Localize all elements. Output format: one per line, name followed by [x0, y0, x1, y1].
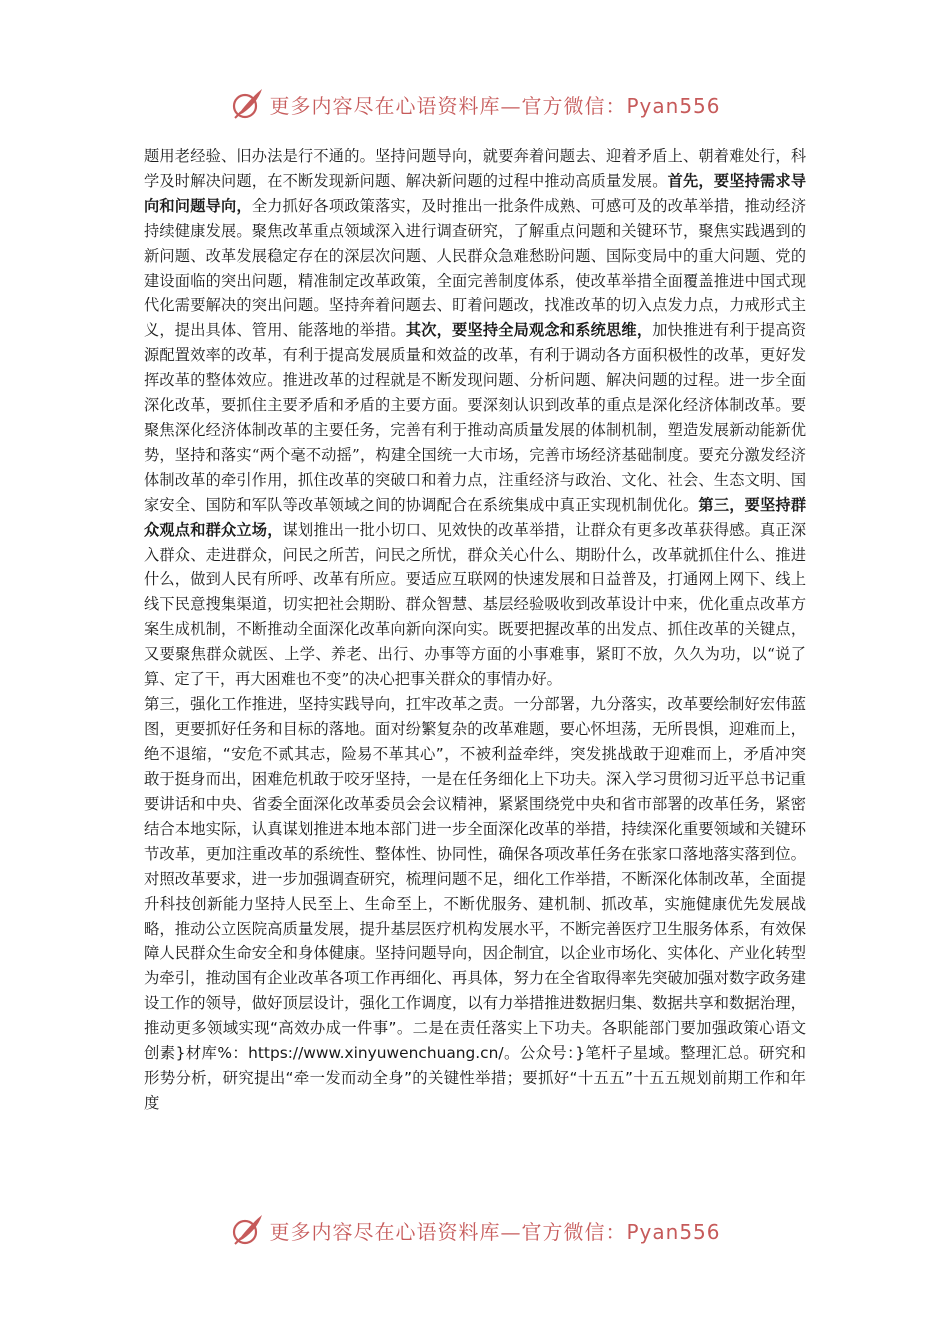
- paragraph-reform-principles: 题用老经验、旧办法是行不通的。坚持问题导向，就要奔着问题去、迎着矛盾上、朝着难处行，科学及时解决问题，在不断发现新问题、解决新问题的过程中推动高质量发展。首先，要坚持需求导向和问题导向，全力抓好各项政策落实，及时推出一批条件成熟、可感可及的改革举措，推动经济持续健康发展。聚焦改革重点领域深入进行调查研究，了解重点问题和关键环节，聚焦实践遇到的新问题、改革发展稳定存在的深层次问题、人民群众急难愁盼问题、国际变局中的重大问题、党的建设面临的突出问题，精准制定改革政策，全面完善制度体系，使改革举措全面覆盖推进中国式现代化需要解决的突出问题。坚持奔着问题去、盯着问题改，找准改革的切入点发力点，力戒形式主义，提出具体、管用、能落地的举措。其次，要坚持全局观念和系统思维，加快推进有利于提高资源配置效率的改革，有利于提高发展质量和效益的改革，有利于调动各方面积极性的改革，更好发挥改革的整体效应。推进改革的过程就是不断发现问题、分析问题、解决问题的过程。进一步全面深化改革，要抓住主要矛盾和矛盾的主要方面。要深刻认识到改革的重点是深化经济体制改革。要聚焦深化经济体制改革的主要任务，完善有利于推动高质量发展的体制机制，塑造发展新动能新优势，坚持和落实“两个毫不动摇”，构建全国统一大市场，完善市场经济基础制度。要充分激发经济体制改革的牵引作用，抓住改革的突破口和着力点，注重经济与政治、文化、社会、生态文明、国家安全、国防和军队等改革领域之间的协调配合在系统集成中真正实现机制优化。第三，要坚持群众观点和群众立场，谋划推出一批小切口、见效快的改革举措，让群众有更多改革获得感。真正深入群众、走进群众，问民之所苦，问民之所忧，群众关心什么、期盼什么，改革就抓住什么、推进什么，做到人民有所呼、改革有所应。要适应互联网的快速发展和日益普及，打通网上网下、线上线下民意搜集渠道，切实把社会期盼、群众智慧、基层经验吸收到改革设计中来，优化重点改革方案生成机制，不断推动全面深化改革向新向深向实。既要把握改革的出发点、抓住改革的关键点，又要聚焦群众就医、上学、养老、出行、办事等方面的小事难事，紧盯不放，久久为功，以“说了算、定了干，再大困难也不变”的决心把事关群众的事情办好。: [144, 147, 807, 689]
- footer-banner: [0, 1210, 950, 1250]
- bold-heading-second: 其次，要坚持全局观念和系统思维，: [405, 321, 653, 340]
- banner-text: 更多内容尽在心语资料库—官方微信：Pyan556: [269, 93, 721, 118]
- wechat-id: Pyan556: [626, 1219, 721, 1244]
- wechat-id: Pyan556: [626, 93, 721, 118]
- document-body: [144, 144, 806, 1116]
- paragraph-work-promotion: 第三，强化工作推进，坚持实践导向，扛牢改革之责。一分部署，九分落实，改革要绘制好宏伟蓝图，更要抓好任务和目标的落地。面对纷繁复杂的改革难题，要心怀坦荡，无所畏惧，迎难而上，绝不退缩，“安危不贰其志，险易不革其心”，不被利益牵绊，突发挑战敢于迎难而上，矛盾冲突敢于挺身而出，困难危机敢于咬牙坚持，一是在任务细化上下功夫。深入学习贯彻习近平总书记重要讲话和中央、省委全面深化改革委员会会议精神，紧紧围绕党中央和省市部署的改革任务，紧密结合本地实际，认真谋划推进本地本部门进一步全面深化改革的举措，持续深化重要领域和关键环节改革，更加注重改革的系统性、整体性、协同性，确保各项改革任务在张家口落地落实落到位。对照改革要求，进一步加强调查研究，梳理问题不足，细化工作举措，不断深化体制改革，全面提升科技创新能力坚持人民至上、生命至上，不断优服务、建机制、抓改革，实施健康优先发展战略，推动公立医院高质量发展，提升基层医疗机构发展水平，不断完善医疗卫生服务体系，有效保障人民群众生命安全和身体健康。坚持问题导向，因企制宜，以企业市场化、实体化、产业化转型为牵引，推动国有企业改革各项工作再细化、再具体，努力在全省取得率先突破加强对数字政务建设工作的领导，做好顶层设计，强化工作调度，以有力举措推进数据归集、数据共享和数据治理，推动更多领域实现“高效办成一件事”。二是在责任落实上下功夫。各职能部门要加强政策心语文创素}材库%：https://www.xinyuwenchuang.cn/。公众号：}笔杆子星域。整理汇总。研究和形势分析，研究提出“牵一发而动全身”的关键性举措；要抓好“十五五”十五五规划前期工作和年度: [144, 694, 806, 1113]
- bold-heading-third: 第三，要坚持群众观点和群众立场，: [144, 495, 807, 539]
- banner-text: 更多内容尽在心语资料库—官方微信：Pyan556: [269, 1219, 721, 1244]
- bold-heading-first: 首先，要坚持需求导向和问题导向，: [144, 171, 807, 215]
- header-banner: [0, 84, 950, 124]
- quill-logo-icon: [229, 1212, 265, 1248]
- quill-logo-icon: [229, 86, 265, 122]
